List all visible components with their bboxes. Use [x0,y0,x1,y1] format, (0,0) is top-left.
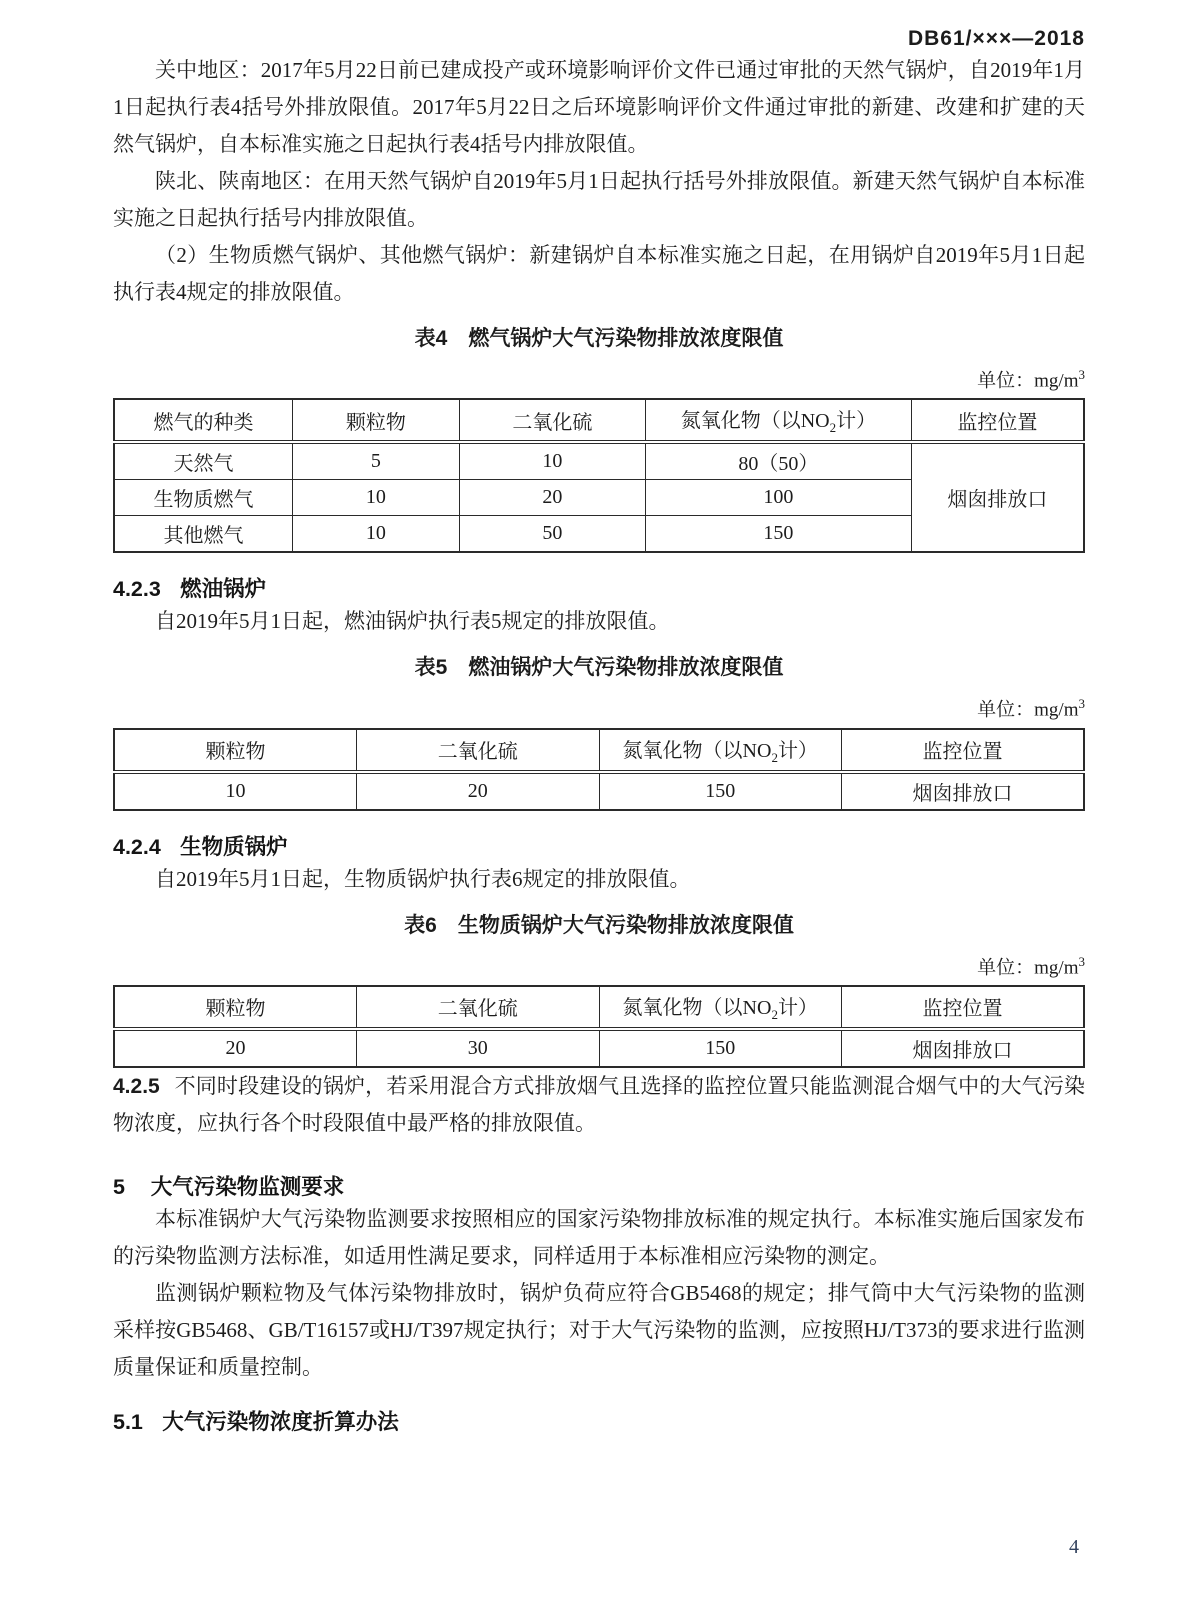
nox-label-suffix: 计） [836,410,877,433]
table5-header-nox [599,729,842,772]
table-row [114,442,1084,480]
cell-monitor-position: 烟囱排放口 [842,772,1085,810]
clause-number: 5.1 [113,1409,143,1434]
table4-title: 表4 燃气锅炉大气污染物排放浓度限值 [414,327,784,350]
table5-oil-boiler-limits [113,728,1085,811]
cell-monitor-position: 烟囱排放口 [842,1029,1085,1067]
heading-5 [113,1174,1085,1201]
nox-label-subscript: 2 [771,1006,778,1022]
cell-fuel: 天然气 [114,442,292,480]
nox-label-suffix: 计） [777,739,818,762]
table6-unit-label [113,950,1085,980]
table4-unit-label [113,363,1085,393]
table6-biomass-boiler-limits [113,985,1085,1068]
heading-4-2-3 [113,576,1085,603]
nox-label-prefix: 氮氧化物（以NO [622,996,772,1019]
section-number: 5 [113,1174,125,1199]
paragraph-oil-boiler: 自2019年5月1日起，燃油锅炉执行表5规定的排放限值。 [155,609,670,634]
cell-so2: 50 [459,516,645,553]
cell-nox: 150 [646,516,912,553]
heading-4-2-4 [113,834,1085,861]
cell-so2: 20 [459,480,645,516]
paragraph-biomass-gas: （2）生物质燃气锅炉、其他燃气锅炉：新建锅炉自本标准实施之日起，在用锅炉自2019年5月1日起执行表4规定的排放限值。 [113,243,1085,304]
table5-header-row [114,729,1084,772]
paragraph-4-2-5 [113,1068,1085,1142]
cell-monitor-position: 烟囱排放口 [911,442,1084,552]
cell-nox: 80（50） [646,442,912,480]
unit-text: 单位：mg/m [977,956,1079,978]
table5-header-so2: 二氧化硫 [357,729,600,772]
clause-number: 4.2.3 [113,577,161,602]
cell-nox: 150 [599,772,842,810]
table4-header-row [114,399,1084,442]
cell-so2: 10 [459,442,645,480]
table4-header-monitor: 监控位置 [911,399,1084,442]
cell-pm: 10 [114,772,357,810]
heading-5-1 [113,1409,1085,1436]
section-title: 大气污染物监测要求 [150,1174,345,1199]
table6-header-pm: 颗粒物 [114,986,357,1029]
paragraph-monitoring-2: 监测锅炉颗粒物及气体污染物排放时，锅炉负荷应符合GB5468的规定；排气筒中大气污染物的监测采样按GB5468、GB/T16157或HJ/T397规定执行；对于大气污染物的监测，应按照HJ/T373的要求进行监测质量保证和质量控制。 [113,1280,1085,1379]
table5-unit-label [113,692,1085,722]
unit-text: 单位：mg/m [977,699,1079,721]
clause-title: 大气污染物浓度折算办法 [162,1409,399,1434]
cell-fuel: 生物质燃气 [114,480,292,516]
cell-pm: 5 [292,442,459,480]
clause-text: 不同时段建设的锅炉，若采用混合方式排放烟气且选择的监控位置只能监测混合烟气中的大气污染物浓度，应执行各个时段限值中最严格的排放限值。 [113,1073,1085,1135]
table-row [114,772,1084,810]
table4-header-nox [646,399,912,442]
clause-title: 生物质锅炉 [180,834,288,859]
table5-header-monitor: 监控位置 [842,729,1085,772]
table-row [114,1029,1084,1067]
table6-header-row [114,986,1084,1029]
nox-label-subscript: 2 [771,749,778,765]
paragraph-shanbei-shannan: 陕北、陕南地区：在用天然气锅炉自2019年5月1日起执行括号外排放限值。新建天然气锅炉自本标准实施之日起执行括号内排放限值。 [113,169,1085,230]
table4-header-pm: 颗粒物 [292,399,459,442]
nox-label-suffix: 计） [777,996,818,1019]
page-number: 4 [1069,1536,1079,1558]
table6-title: 表6 生物质锅炉大气污染物排放浓度限值 [404,913,794,937]
table6-header-monitor: 监控位置 [842,986,1085,1029]
cell-nox: 100 [646,480,912,516]
unit-superscript: 3 [1078,696,1085,712]
unit-text: 单位：mg/m [977,370,1079,392]
cell-so2: 30 [357,1029,600,1067]
cell-fuel: 其他燃气 [114,516,292,553]
paragraph-biomass-boiler: 自2019年5月1日起，生物质锅炉执行表6规定的排放限值。 [155,866,691,891]
cell-nox: 150 [599,1029,842,1067]
cell-pm: 10 [292,480,459,516]
table5-header-pm: 颗粒物 [114,729,357,772]
cell-pm: 10 [292,516,459,553]
nox-label-prefix: 氮氧化物（以NO [680,410,830,433]
paragraph-guanzhong: 关中地区：2017年5月22日前已建成投产或环境影响评价文件已通过审批的天然气锅炉，自2019年1月1日起执行表4括号外排放限值。2017年5月22日之后环境影响评价文件通过审批的新建、改建和扩建的天然气锅炉，自本标准实施之日起执行表4括号内排放限值。 [113,58,1085,156]
paragraph-monitoring-1: 本标准锅炉大气污染物监测要求按照相应的国家污染物排放标准的规定执行。本标准实施后国家发布的污染物监测方法标准，如适用性满足要求，同样适用于本标准相应污染物的测定。 [113,1206,1085,1268]
table4-header-fuel: 燃气的种类 [114,399,292,442]
clause-title: 燃油锅炉 [180,577,267,602]
standard-code: DB61/×××—2018 [907,27,1085,50]
table4-header-so2: 二氧化硫 [459,399,645,442]
unit-superscript: 3 [1078,953,1085,969]
cell-so2: 20 [357,772,600,810]
table6-header-nox [599,986,842,1029]
clause-number: 4.2.5 [113,1074,160,1098]
nox-label-prefix: 氮氧化物（以NO [622,739,772,762]
nox-label-subscript: 2 [829,420,837,436]
table5-title: 表5 燃油锅炉大气污染物排放浓度限值 [414,656,784,680]
clause-number: 4.2.4 [113,834,161,859]
table6-header-so2: 二氧化硫 [357,986,600,1029]
cell-pm: 20 [114,1029,357,1067]
unit-superscript: 3 [1078,367,1085,382]
table4-gas-boiler-limits [113,398,1085,553]
